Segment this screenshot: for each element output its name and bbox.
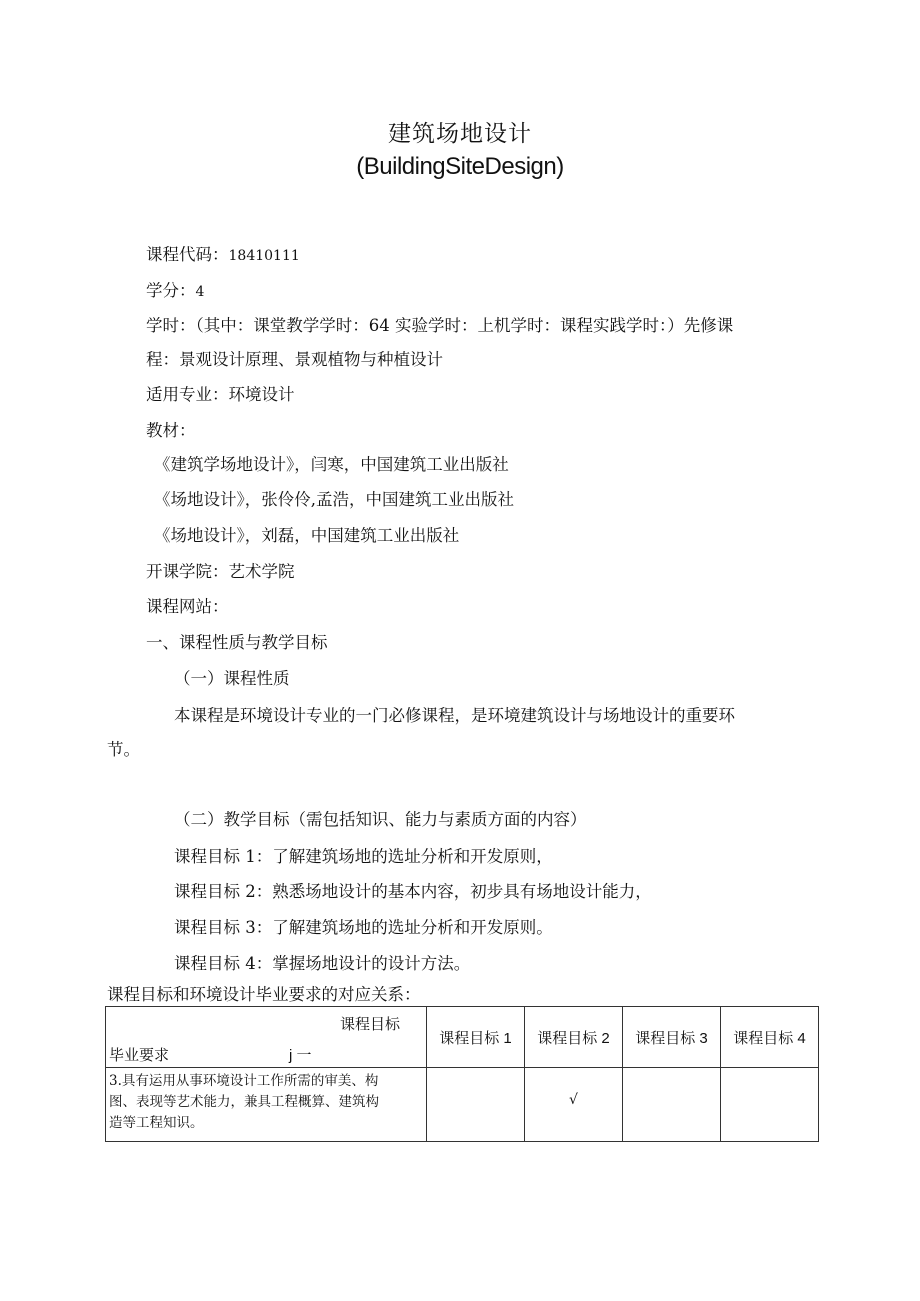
check-cell: √ bbox=[525, 1068, 623, 1142]
textbook-item: 《场地设计》，刘磊，中国建筑工业出版社 bbox=[154, 526, 460, 545]
goal-requirement-table bbox=[105, 1006, 819, 1142]
table-header-row bbox=[106, 1007, 819, 1068]
check-cell bbox=[721, 1068, 819, 1142]
requirement-cell bbox=[106, 1068, 427, 1142]
table-row bbox=[106, 1068, 819, 1142]
mapping-caption: 课程目标和环境设计毕业要求的对应关系： bbox=[107, 985, 421, 1004]
header-course-goal-label: 课程目标 bbox=[339, 1016, 400, 1033]
check-cell bbox=[623, 1068, 721, 1142]
offering-college: 开课学院：艺术学院 bbox=[146, 562, 295, 581]
subsection-goals: （二）教学目标（需包括知识、能力与素质方面的内容） bbox=[174, 810, 587, 829]
nature-paragraph-line-2: 节。 bbox=[107, 740, 140, 759]
header-requirement-label: 毕业要求 bbox=[109, 1047, 170, 1064]
credit-value: 4 bbox=[195, 284, 205, 300]
course-code bbox=[146, 243, 300, 268]
diagonal-header-cell bbox=[106, 1007, 427, 1068]
course-title-cn: 建筑场地设计 bbox=[388, 121, 532, 147]
requirement-text-line: 图、表现等艺术能力，兼具工程概算、建筑构 bbox=[109, 1094, 379, 1110]
requirement-text-line: 造等工程知识。 bbox=[109, 1115, 204, 1131]
subsection-nature: （一）课程性质 bbox=[174, 669, 290, 688]
textbook-item: 《场地设计》，张伶伶,孟浩，中国建筑工业出版社 bbox=[154, 490, 514, 509]
nature-paragraph-line-1: 本课程是环境设计专业的一门必修课程，是环境建筑设计与场地设计的重要环 bbox=[174, 706, 735, 725]
textbook-item: 《建筑学场地设计》，闫寒，中国建筑工业出版社 bbox=[154, 455, 509, 474]
title-block bbox=[0, 118, 920, 184]
goal-item: 课程目标 1：了解建筑场地的选址分析和开发原则， bbox=[174, 847, 553, 866]
goal-item: 课程目标 2：熟悉场地设计的基本内容，初步具有场地设计能力， bbox=[174, 882, 652, 901]
check-cell bbox=[427, 1068, 525, 1142]
section-heading: 一、课程性质与教学目标 bbox=[146, 633, 328, 652]
goal-item: 课程目标 3：了解建筑场地的选址分析和开发原则。 bbox=[174, 918, 553, 937]
hours-line-2: 程：景观设计原理、景观植物与种植设计 bbox=[146, 350, 443, 369]
goal-item: 课程目标 4：掌握场地设计的设计方法。 bbox=[174, 954, 471, 973]
credit-label: 学分： bbox=[146, 281, 196, 300]
header-mark: j 一 bbox=[289, 1047, 312, 1064]
column-header: 课程目标 3 bbox=[623, 1007, 721, 1068]
course-code-label: 课程代码： bbox=[146, 245, 229, 264]
column-header: 课程目标 4 bbox=[721, 1007, 819, 1068]
column-header: 课程目标 1 bbox=[427, 1007, 525, 1068]
hours-line-1: 学时：（其中：课堂教学学时：64 实验学时：上机学时：课程实践学时：）先修课 bbox=[146, 316, 734, 335]
column-header: 课程目标 2 bbox=[525, 1007, 623, 1068]
textbook-label: 教材： bbox=[146, 421, 196, 440]
applicable-major: 适用专业：环境设计 bbox=[146, 385, 295, 404]
requirement-text-line: 3.具有运用从事环境设计工作所需的审美、构 bbox=[109, 1073, 379, 1089]
course-code-value: 18410111 bbox=[228, 248, 300, 264]
course-website: 课程网站： bbox=[146, 597, 229, 616]
course-title-en: (BuildingSiteDesign) bbox=[356, 153, 564, 180]
course-credit bbox=[146, 279, 204, 304]
